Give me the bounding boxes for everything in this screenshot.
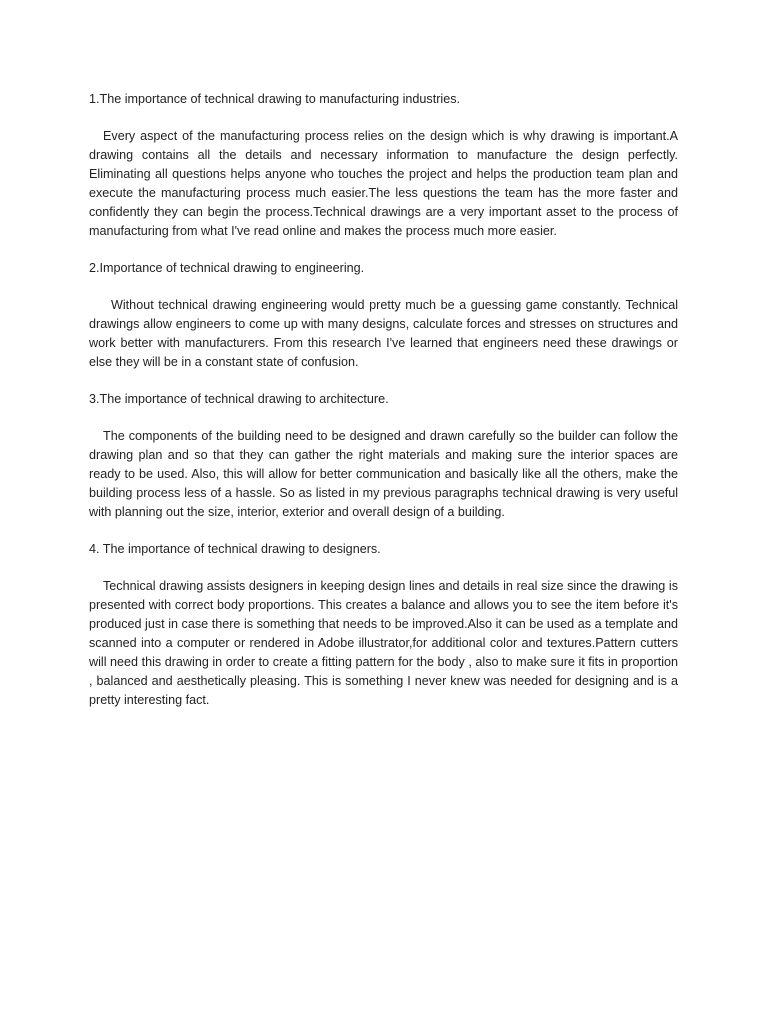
section-paragraph-manufacturing: Every aspect of the manufacturing process relies on the design which is why drawing is important.A drawing contains all the details and necessary information to manufacture the design perfectly. Eliminating all questions helps anyone who touches the project and helps the production team plan and execute the manufacturing process much easier.The less questions the team has the more faster and confidently they can begin the process.Technical drawings are a very important asset to the process of manufacturing from what I've read online and makes the process much more easier.: [89, 129, 678, 238]
document-page: [89, 90, 678, 710]
section-heading-manufacturing: 1.The importance of technical drawing to manufacturing industries.: [89, 92, 461, 106]
section-heading-architecture: 3.The importance of technical drawing to architecture.: [89, 392, 389, 406]
section-paragraph-designers: Technical drawing assists designers in keeping design lines and details in real size since the drawing is presented with correct body proportions. This creates a balance and allows you to see the item before it's produced just in case there is something that needs to be improved.Also it can be used as a template and scanned into a computer or rendered in Adobe illustrator,for additional color and textures.Pattern cutters will need this drawing in order to create a fitting pattern for the body , also to make sure it fits in proportion , balanced and aesthetically pleasing. This is something I never knew was needed for designing and is a pretty interesting fact.: [89, 579, 678, 707]
section-paragraph-engineering: Without technical drawing engineering would pretty much be a guessing game constantly. Technical drawings allow engineers to come up with many designs, calculate forces and stresses on structures and work better with manufacturers. From this research I've learned that engineers need these drawings or else they will be in a constant state of confusion.: [89, 298, 678, 369]
section-heading-designers: 4. The importance of technical drawing to designers.: [89, 542, 381, 556]
section-paragraph-architecture: The components of the building need to be designed and drawn carefully so the builder can follow the drawing plan and so that they can gather the right materials and making sure the interior spaces are ready to be used. Also, this will allow for better communication and basically like all the others, make the building process less of a hassle. So as listed in my previous paragraphs technical drawing is very useful with planning out the size, interior, exterior and overall design of a building.: [89, 429, 678, 519]
section-heading-engineering: 2.Importance of technical drawing to engineering.: [89, 261, 365, 275]
